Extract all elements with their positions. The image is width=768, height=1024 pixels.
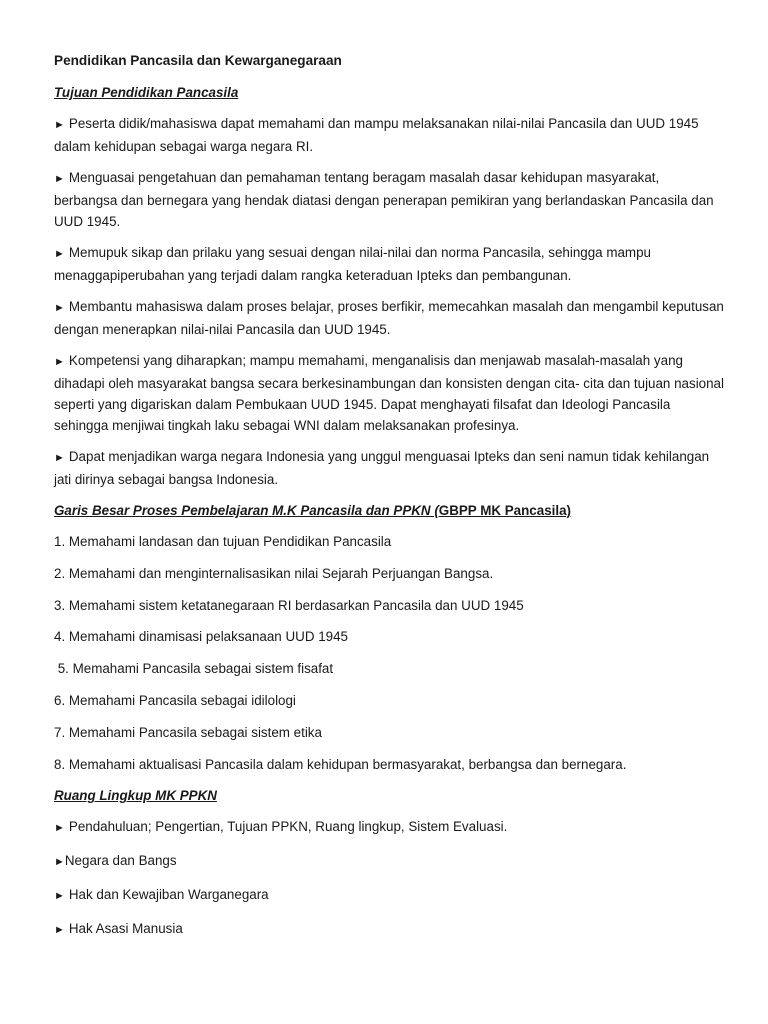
section-heading-gbpp [54, 500, 724, 521]
paragraph-text: Menguasai pengetahuan dan pemahaman tentang beragam masalah dasar kehidupan masyarakat, berbangsa dan bernegara yang hendak diatasi dengan penerapan pemikiran yang berlandaskan Pancasila dan UUD 1945. [54, 170, 714, 229]
list-item [54, 850, 724, 873]
list-item-text: Hak dan Kewajiban Warganegara [68, 886, 269, 902]
numbered-item: 8. Memahami aktualisasi Pancasila dalam kehidupan bermasyarakat, berbangsa dan bernegara. [54, 756, 627, 772]
section-heading-tujuan: Tujuan Pendidikan Pancasila [54, 85, 239, 100]
paragraph [54, 350, 724, 436]
paragraph-text: Memupuk sikap dan prilaku yang sesuai dengan nilai-nilai dan norma Pancasila, sehingga mampu menaggapiperubahan yang terjadi dalam rangka keteraduan Ipteks dan pembangunan. [54, 245, 651, 283]
paragraph [54, 167, 724, 232]
triangle-bullet-icon: ► [54, 923, 65, 936]
document-title: Pendidikan Pancasila dan Kewarganegaraan [54, 53, 342, 68]
list-item-text: Pendahuluan; Pengertian, Tujuan PPKN, Ruang lingkup, Sistem Evaluasi. [68, 819, 508, 835]
paragraph-text: Peserta didik/mahasiswa dapat memahami dan mampu melaksanakan nilai-nilai Pancasila dan UUD 1945 dalam kehidupan sebagai warga negara RI. [54, 116, 699, 154]
paragraph-text: Kompetensi yang diharapkan; mampu memahami, menganalisis dan menjawab masalah-masalah yang dihadapi oleh masyarakat bangsa secara berkesinambungan dan konsisten dengan cita- cita dan tujuan nasional seperti yang digariskan dalam Pembukaan UUD 1945. Dapat menghayati filsafat dan Ideologi Pancasila sehingga menjiwai tingkah laku sebagai WNI dalam melaksanakan profesinya. [54, 353, 724, 433]
numbered-item: 4. Memahami dinamisasi pelaksanaan UUD 1945 [54, 629, 348, 645]
numbered-item: 3. Memahami sistem ketatanegaraan RI berdasarkan Pancasila dan UUD 1945 [54, 597, 524, 613]
triangle-bullet-icon: ► [54, 302, 65, 314]
triangle-bullet-icon: ► [54, 822, 65, 835]
triangle-bullet-icon: ► [54, 856, 65, 869]
document-body [54, 50, 724, 952]
numbered-item: 1. Memahami landasan dan tujuan Pendidikan Pancasila [54, 534, 392, 549]
paragraph [54, 446, 724, 490]
numbered-item: 6. Memahami Pancasila sebagai idilologi [54, 692, 296, 708]
paragraph-text: Membantu mahasiswa dalam proses belajar, proses berfikir, memecahkan masalah dan mengambil keputusan dengan menerapkan nilai-nilai Pancasila dan UUD 1945. [54, 299, 724, 337]
list-item [54, 884, 724, 907]
numbered-item: 7. Memahami Pancasila sebagai sistem etika [54, 724, 322, 740]
paragraph [54, 296, 724, 340]
list-item-text: Hak Asasi Manusia [68, 920, 183, 936]
numbered-item: 5. Memahami Pancasila sebagai sistem fisafat [54, 661, 334, 677]
triangle-bullet-icon: ► [54, 173, 65, 185]
section-heading-gbpp-plain: GBPP MK Pancasila) [438, 503, 572, 518]
numbered-item: 2. Memahami dan menginternalisasikan nilai Sejarah Perjuangan Bangsa. [54, 565, 494, 581]
section-heading-ruang-lingkup: Ruang Lingkup MK PPKN [54, 788, 217, 804]
triangle-bullet-icon: ► [54, 452, 65, 464]
paragraph [54, 242, 724, 286]
section-heading-gbpp-italic: Garis Besar Proses Pembelajaran M.K Pancasila dan PPKN ( [54, 503, 439, 518]
triangle-bullet-icon: ► [54, 889, 65, 902]
paragraph-text: Dapat menjadikan warga negara Indonesia yang unggul menguasai Ipteks dan seni namun tidak kehilangan jati dirinya sebagai bangsa Indonesia. [54, 449, 710, 487]
paragraph [54, 113, 724, 157]
list-item [54, 918, 724, 941]
list-item [54, 816, 724, 839]
list-item-text: Negara dan Bangs [64, 853, 177, 869]
triangle-bullet-icon: ► [54, 248, 65, 260]
triangle-bullet-icon: ► [54, 119, 65, 131]
triangle-bullet-icon: ► [54, 356, 65, 368]
